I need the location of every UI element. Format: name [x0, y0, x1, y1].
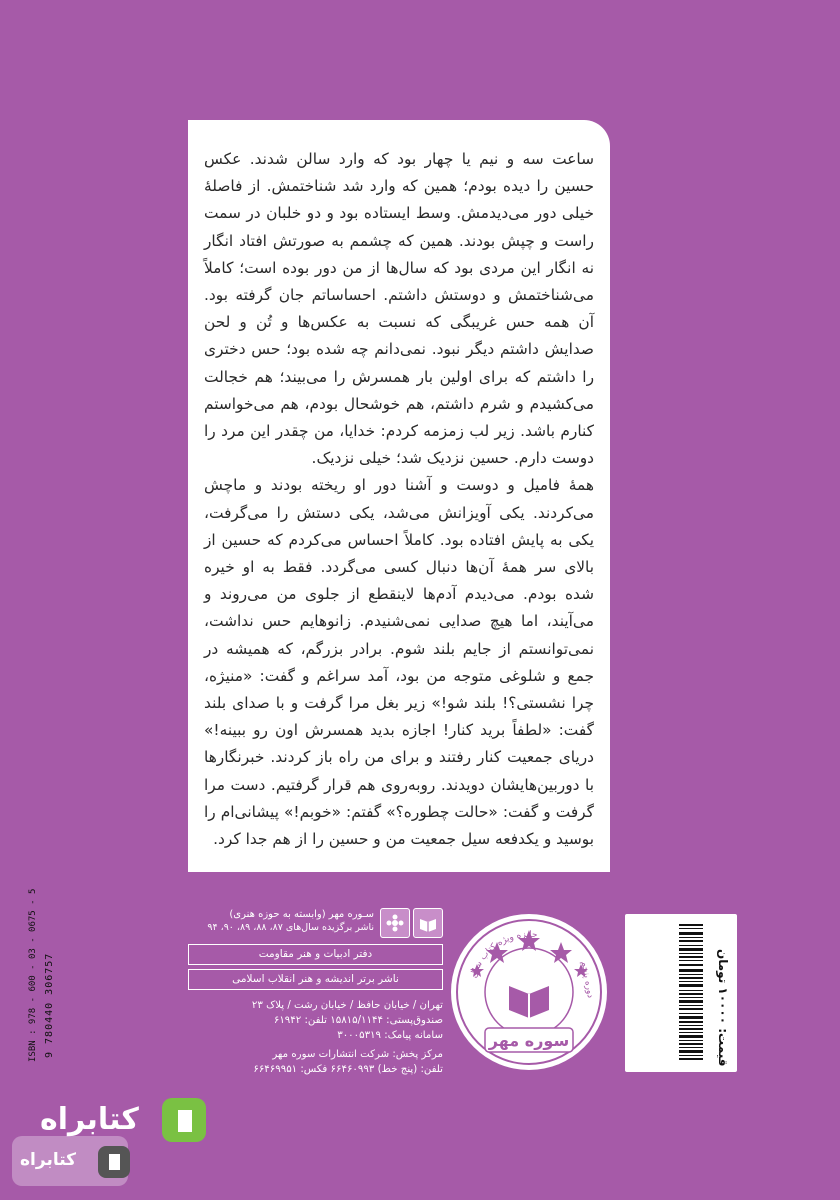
publisher-department: دفتر ادبیات و هنر مقاومت	[188, 944, 443, 965]
publisher-distribution: مرکز پخش: شرکت انتشارات سوره مهر	[272, 1049, 443, 1060]
story-excerpt	[204, 146, 594, 853]
flower-emblem-icon	[380, 908, 410, 938]
book-award-seal	[447, 910, 611, 1074]
publisher-address-block	[188, 998, 443, 1043]
seal-ring-text: جایزه ویژه کتاب سال	[468, 929, 538, 980]
publisher-logos	[380, 908, 443, 938]
publisher-sms: سامانه پیامک: ۳۰۰۰۵۳۱۹	[337, 1030, 443, 1041]
publisher-phone: تلفن: (پنج خط) ۶۶۴۶۰۹۹۳ فکس: ۶۶۴۶۹۹۵۱	[253, 1064, 443, 1075]
story-paragraph-1: ساعت سه و نیم یا چهار بود که وارد سالن شدند. عکس حسین را دیده بودم؛ همین که وارد شد شناختمش. از فاصلهٔ خیلی دور می‌دیدمش. وسط ایستاده بود و دو خلبان در سمت راست و چپش بودند. همین که چشمم به صورتش افتاد انگار نه انگار این مردی بود که سال‌ها از من دور بوده است؛ کاملاً می‌شناختمش و دوستش داشتم. احساساتم جان گرفته بود. آن همه حس غریبگی که نسبت به عکس‌ها و تُن و لحن صدایش داشتم دیگر نبود. نمی‌دانم چه شده بود؛ حس دختری را داشتم که برای اولین بار همسرش را می‌بیند؛ هم خجالت می‌کشیدم و شرم داشتم، هم خوشحال بودم، هم می‌خواستم کنارم باشد. زیر لب زمزمه کردم: خدایا، من چقدر این مرد را دوست دارم. حسین نزدیک شد؛ خیلی نزدیک.	[204, 150, 594, 468]
seal-bottom-text: سوره مهر	[488, 1031, 570, 1050]
back-cover-text-card	[188, 120, 610, 872]
publisher-address: تهران / خیابان حافظ / خیابان رشت / پلاک ۲۳	[251, 1000, 443, 1011]
isbn-label: ISBN : 978 - 600 - 03 - 0675 - 5	[28, 888, 38, 1062]
book-emblem-icon	[413, 908, 443, 938]
ketabrah-logo-main-text: کتابراه	[40, 1102, 139, 1137]
publisher-awards: ناشر برگزیده سال‌های ۸۷، ۸۸، ۸۹، ۹۰، ۹۴	[207, 922, 374, 933]
publisher-name: سـوره مهر (وابسته به حوزه هنری)	[229, 909, 374, 920]
price-label: قیمت: ۱۰۰۰۰ تومان	[716, 948, 730, 1066]
publisher-postal: صندوق‌پستی: ۱۵۸۱۵/۱۱۴۴ تلفن: ۶۱۹۴۲	[273, 1015, 443, 1026]
publisher-header	[188, 908, 443, 938]
seal-side-text: دوره پنجم	[578, 960, 596, 999]
publisher-info	[188, 908, 443, 1077]
isbn-digits: 9 780440 306757	[44, 952, 55, 1058]
publisher-titles	[207, 908, 374, 934]
publisher-top-publisher: ناشر برتر اندیشه و هنر انقلاب اسلامی	[188, 969, 443, 990]
story-paragraph-2: همهٔ فامیل و دوست و آشنا دور او ریخته بودند و ماچش می‌کردند. یکی آویزانش می‌شد، یکی دستش را می‌گرفت، یکی به پایش افتاده بود. کاملاً احساس می‌کردم که حسین از بالای سر همهٔ آن‌ها دنبال کسی می‌گردد. فقط به او خیره شده بودم. می‌دیدم آدم‌ها لاینقطع از جلوی من می‌روند و می‌آیند، اما هیچ صدایی نمی‌شنیدم. زانوهایم حس نداشت، نمی‌توانستم از جایم بلند شوم. برادر بزرگم، که همیشه در جمع و شلوغی متوجه من بود، آمد سراغم و گفت: «منیژه، چرا نشستی؟! بلند شو!» زیر بغل مرا گرفت و با صدای بلند گفت: «لطفاً برید کنار! اجازه بدید همسرش اون رو ببینه!» دریای جمعیت کنار رفتند و برای من راه باز کردند. خبرنگارها با دوربین‌هایشان دویدند. روبه‌روی هم قرار گرفتیم. دست مرا گرفت و گفت: «حالت چطوره؟» گفتم: «خوبم!» پیشانی‌ام را بوسید و یکدفعه سیل جمعیت من و حسین را از هم جدا کرد.	[204, 476, 594, 849]
publisher-distribution-block	[188, 1047, 443, 1077]
ketabrah-logo-sub-text: کتابراه	[20, 1150, 77, 1170]
